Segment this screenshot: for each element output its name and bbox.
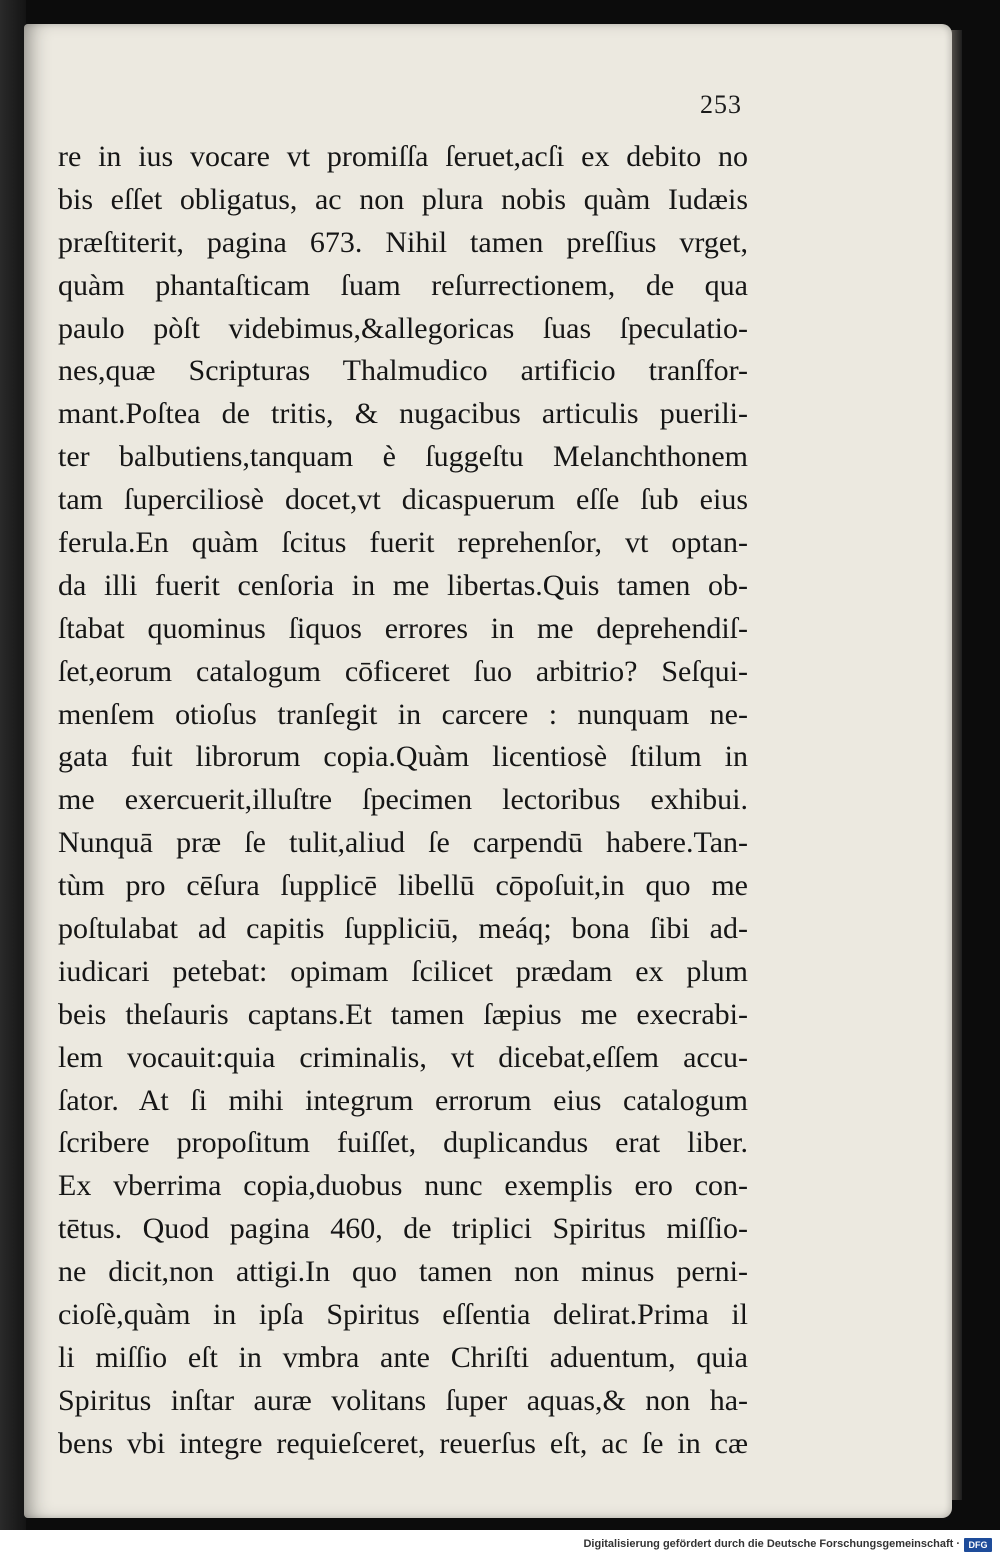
text-line: Nunquā præ ſe tulit,aliud ſe carpendū habere.Tan- xyxy=(58,826,748,860)
text-line: iudicari petebat: opimam ſcilicet prædam ex plum xyxy=(58,954,748,988)
text-line: mant.Poſtea de tritis, & nugacibus articulis puerili- xyxy=(58,397,748,431)
text-line: ſet,eorum catalogum cōficeret ſuo arbitrio? Seſqui- xyxy=(58,654,748,688)
text-line: ter balbutiens,tanquam è ſuggeſtu Melanchthonem xyxy=(58,440,748,474)
text-line: cioſè,quàm in ipſa Spiritus eſſentia delirat.Prima il xyxy=(58,1298,748,1332)
text-line: quàm phantaſticam ſuam reſurrectionem, de qua xyxy=(58,268,748,302)
text-line: ſtabat quominus ſiquos errores in me deprehendiſ- xyxy=(58,611,748,645)
body-text xyxy=(58,136,748,1466)
text-line: ferula.En quàm ſcitus fuerit reprehenſor, vt optan- xyxy=(58,526,748,560)
text-line: li miſſio eſt in vmbra ante Chriſti aduentum, quia xyxy=(58,1340,748,1374)
text-line: Spiritus inſtar auræ volitans ſuper aquas,& non ha- xyxy=(58,1383,748,1417)
text-line: tùm pro cēſura ſupplicē libellū cōpoſuit,in quo me xyxy=(58,869,748,903)
text-line: ſcribere propoſitum fuiſſet, duplicandus erat liber. xyxy=(58,1126,748,1160)
digitization-footer xyxy=(0,1530,1000,1560)
page-number: 253 xyxy=(700,90,742,119)
text-line: me exercuerit,illuſtre ſpecimen lectoribus exhibui. xyxy=(58,783,748,817)
text-line: ne dicit,non attigi.In quo tamen non minus perni- xyxy=(58,1255,748,1289)
text-line: bis eſſet obligatus, ac non plura nobis quàm Iudæis xyxy=(58,182,748,216)
text-line: ſator. At ſi mihi integrum errorum eius catalogum xyxy=(58,1083,748,1117)
text-line: re in ius vocare vt promiſſa ſeruet,acſi ex debito no xyxy=(58,140,748,173)
text-line: Ex vberrima copia,duobus nunc exemplis ero con- xyxy=(58,1169,748,1203)
text-line: bens vbi integre requieſceret, reuerſus eſt, ac ſe in cæ xyxy=(58,1426,748,1460)
text-line: poſtulabat ad capitis ſuppliciū, meáq; bona ſibi ad- xyxy=(58,912,748,946)
dfg-logo-icon: DFG xyxy=(964,1538,992,1552)
text-line: tam ſuperciliosè docet,vt dicaspuerum eſſe ſub eius xyxy=(58,483,748,517)
text-line: gata fuit librorum copia.Quàm licentiosè ſtilum in xyxy=(58,740,748,774)
funding-credit: Digitalisierung gefördert durch die Deutsche Forschungsgemeinschaft · xyxy=(583,1538,960,1550)
book-binding-edge xyxy=(0,0,26,1530)
text-line: menſem otioſus tranſegit in carcere : nunquam ne- xyxy=(58,697,748,731)
text-line: lem vocauit:quia criminalis, vt dicebat,eſſem accu- xyxy=(58,1040,748,1074)
text-line: præſtiterit, pagina 673. Nihil tamen preſſius vrget, xyxy=(58,225,748,259)
text-line: nes,quæ Scripturas Thalmudico artificio tranſfor- xyxy=(58,354,748,388)
text-line: tētus. Quod pagina 460, de triplici Spiritus miſſio- xyxy=(58,1212,748,1246)
text-line: beis theſauris captans.Et tamen ſæpius me execrabi- xyxy=(58,997,748,1031)
text-line: da illi fuerit cenſoria in me libertas.Quis tamen ob- xyxy=(58,568,748,602)
text-line: paulo pòſt videbimus,&allegoricas ſuas ſpeculatio- xyxy=(58,311,748,345)
